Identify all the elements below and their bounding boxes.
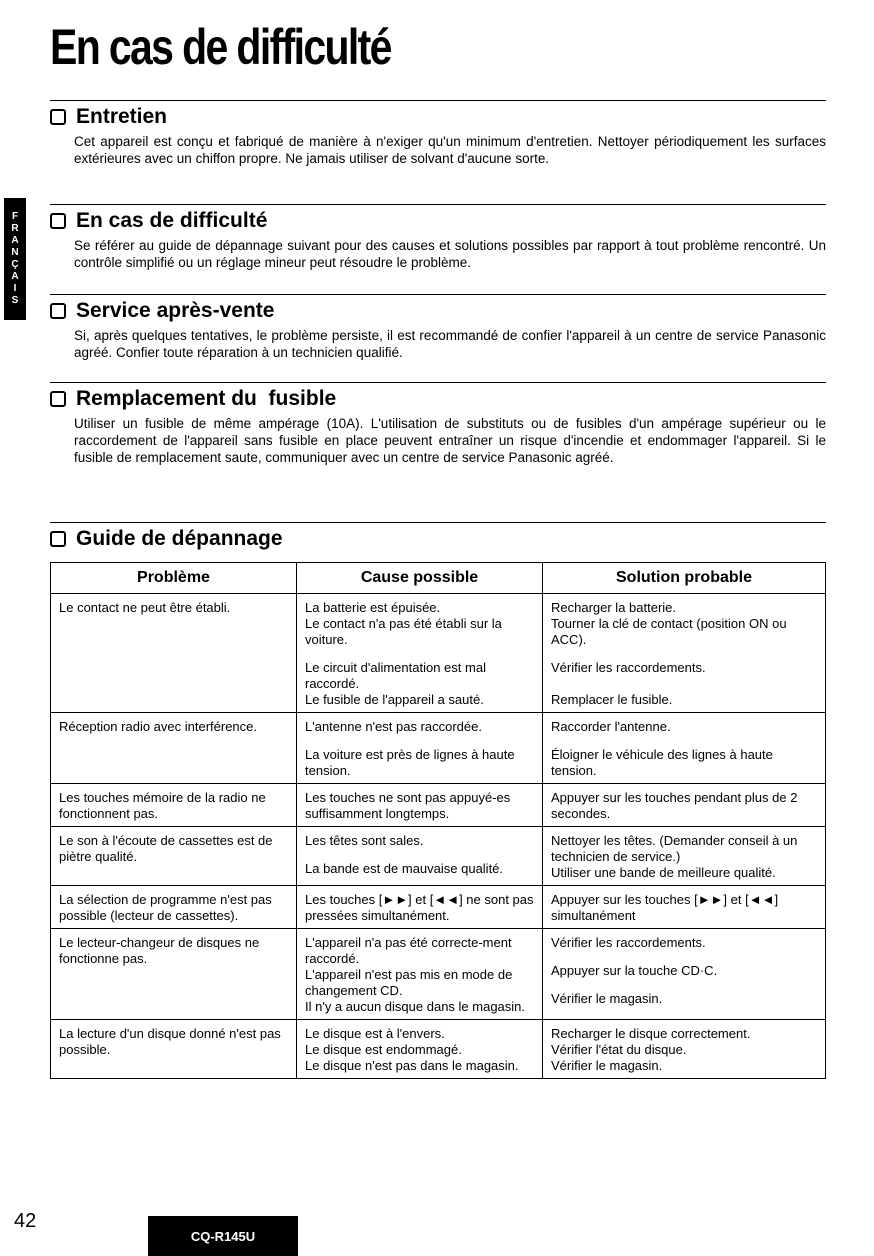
checkbox-icon bbox=[50, 213, 66, 229]
divider bbox=[50, 382, 826, 383]
page-number: 42 bbox=[14, 1210, 37, 1232]
cell-text: Les touches ne sont pas appuyé-es suffisamment longtemps. bbox=[305, 790, 511, 821]
tab-letter: F bbox=[11, 211, 19, 222]
section-title: Service après-vente bbox=[76, 299, 275, 322]
table-header-row bbox=[51, 563, 826, 594]
cell-text: La batterie est épuisée. Le contact n'a pas été établi sur la voiture. bbox=[305, 600, 502, 647]
table-row bbox=[51, 1020, 826, 1079]
solution-cell bbox=[543, 827, 826, 886]
solution-cell bbox=[543, 784, 826, 827]
cell-text: L'antenne n'est pas raccordée. bbox=[305, 719, 482, 734]
section-body: Cet appareil est conçu et fabriqué de manière à n'exiger qu'un minimum d'entretien. Nettoyer périodiquement les surfaces extérieures avec un chiffon propre. Ne jamais utiliser de solvant d'aucune sorte. bbox=[74, 134, 826, 166]
problem-cell bbox=[51, 1020, 297, 1079]
section-guide bbox=[50, 522, 826, 551]
divider bbox=[50, 204, 826, 205]
table-row bbox=[51, 713, 826, 784]
cause-cell bbox=[297, 886, 543, 929]
section-body: Utiliser un fusible de même ampérage (10A). L'utilisation de substituts ou de fusibles d'un ampérage supérieur ou le raccordement de l'appareil sans fusible en place peuvent entraîner un risque d'incendie et endommager l'appareil. Si le fusible de remplacement saute, communiquer avec un centre de service Panasonic agréé. bbox=[74, 416, 826, 465]
checkbox-icon bbox=[50, 109, 66, 125]
cell-text: Le son à l'écoute de cassettes est de piètre qualité. bbox=[59, 833, 273, 864]
problem-cell bbox=[51, 784, 297, 827]
header-solution: Solution probable bbox=[543, 563, 826, 594]
cell-text: Appuyer sur les touches [►►] et [◄◄] simultanément bbox=[551, 892, 779, 923]
problem-cell bbox=[51, 713, 297, 784]
problem-cell bbox=[51, 886, 297, 929]
cell-text: La bande est de mauvaise qualité. bbox=[305, 861, 504, 876]
cell-text: Le disque est à l'envers. Le disque est endommagé. Le disque n'est pas dans le magasin. bbox=[305, 1026, 519, 1073]
problem-cell bbox=[51, 827, 297, 886]
cause-cell bbox=[297, 594, 543, 713]
tab-letter: R bbox=[11, 223, 19, 234]
problem-cell bbox=[51, 929, 297, 1020]
divider bbox=[50, 294, 826, 295]
table-row bbox=[51, 784, 826, 827]
section-title: Entretien bbox=[76, 105, 168, 128]
cause-cell bbox=[297, 784, 543, 827]
divider bbox=[50, 100, 826, 101]
cell-text: Éloigner le véhicule des lignes à haute tension. bbox=[551, 747, 773, 778]
section-service bbox=[50, 294, 826, 361]
cell-text: Recharger la batterie. Tourner la clé de contact (position ON ou ACC). bbox=[551, 600, 787, 647]
page-title: En cas de difficulté bbox=[50, 19, 391, 75]
table-row bbox=[51, 594, 826, 713]
section-title: En cas de difficulté bbox=[76, 209, 268, 232]
cause-cell bbox=[297, 1020, 543, 1079]
troubleshooting-table bbox=[50, 562, 826, 1079]
language-tab bbox=[4, 198, 26, 320]
table-row bbox=[51, 827, 826, 886]
table-row bbox=[51, 929, 826, 1020]
problem-cell bbox=[51, 594, 297, 713]
solution-cell bbox=[543, 594, 826, 713]
checkbox-icon bbox=[50, 303, 66, 319]
cause-cell bbox=[297, 929, 543, 1020]
cell-text: Vérifier les raccordements. Remplacer le fusible. bbox=[551, 660, 706, 707]
section-title: Remplacement du fusible bbox=[76, 387, 337, 410]
header-probleme: Problème bbox=[51, 563, 297, 594]
cell-text: Réception radio avec interférence. bbox=[59, 719, 258, 734]
section-body: Se référer au guide de dépannage suivant pour des causes et solutions possibles par rapport à tout problème rencontré. Un contrôle simplifié ou un réglage mineur peut résoudre le problème. bbox=[74, 238, 826, 270]
model-label: CQ-R145U bbox=[148, 1216, 298, 1256]
tab-letter: Ç bbox=[11, 259, 19, 270]
checkbox-icon bbox=[50, 391, 66, 407]
divider bbox=[50, 522, 826, 523]
table-row bbox=[51, 886, 826, 929]
cell-text: La sélection de programme n'est pas possible (lecteur de cassettes). bbox=[59, 892, 272, 923]
solution-cell bbox=[543, 1020, 826, 1079]
cell-text: La lecture d'un disque donné n'est pas possible. bbox=[59, 1026, 281, 1057]
header-cause: Cause possible bbox=[297, 563, 543, 594]
solution-cell bbox=[543, 929, 826, 1020]
cell-text: Les têtes sont sales. bbox=[305, 833, 424, 848]
solution-cell bbox=[543, 713, 826, 784]
cell-text: Vérifier les raccordements. bbox=[551, 935, 706, 950]
cell-text: Raccorder l'antenne. bbox=[551, 719, 671, 734]
cell-text: Le lecteur-changeur de disques ne fonctionne pas. bbox=[59, 935, 260, 966]
tab-letter: I bbox=[13, 283, 17, 294]
cause-cell bbox=[297, 827, 543, 886]
tab-letter: S bbox=[11, 295, 19, 306]
cell-text: Nettoyer les têtes. (Demander conseil à un technicien de service.) Utiliser une bande de meilleure qualité. bbox=[551, 833, 798, 880]
cell-text: Appuyer sur la touche CD·C. bbox=[551, 963, 718, 978]
cell-text: L'appareil n'a pas été correcte-ment raccordé. L'appareil n'est pas mis en mode de changement CD. Il n'y a aucun disque dans le magasin. bbox=[305, 935, 526, 1014]
cell-text: Les touches [►►] et [◄◄] ne sont pas pressées simultanément. bbox=[305, 892, 534, 923]
tab-letter: N bbox=[11, 247, 19, 258]
section-title: Guide de dépannage bbox=[76, 527, 283, 550]
cell-text: La voiture est près de lignes à haute tension. bbox=[305, 747, 515, 778]
cell-text: Vérifier le magasin. bbox=[551, 991, 663, 1006]
cell-text: Le circuit d'alimentation est mal raccordé. Le fusible de l'appareil a sauté. bbox=[305, 660, 486, 707]
section-entretien bbox=[50, 100, 826, 167]
cell-text: Les touches mémoire de la radio ne fonctionnent pas. bbox=[59, 790, 266, 821]
tab-letter: A bbox=[11, 235, 19, 246]
section-body: Si, après quelques tentatives, le problème persiste, il est recommandé de confier l'appareil à un centre de service Panasonic agréé. Confier toute réparation à un technicien qualifié. bbox=[74, 328, 826, 360]
solution-cell bbox=[543, 886, 826, 929]
checkbox-icon bbox=[50, 531, 66, 547]
cause-cell bbox=[297, 713, 543, 784]
section-fusible bbox=[50, 382, 826, 466]
section-difficulte bbox=[50, 204, 826, 271]
cell-text: Appuyer sur les touches pendant plus de 2 secondes. bbox=[551, 790, 798, 821]
cell-text: Recharger le disque correctement. Vérifier l'état du disque. Vérifier le magasin. bbox=[551, 1026, 751, 1073]
cell-text: Le contact ne peut être établi. bbox=[59, 600, 231, 615]
tab-letter: A bbox=[11, 271, 19, 282]
table-body bbox=[51, 594, 826, 1079]
